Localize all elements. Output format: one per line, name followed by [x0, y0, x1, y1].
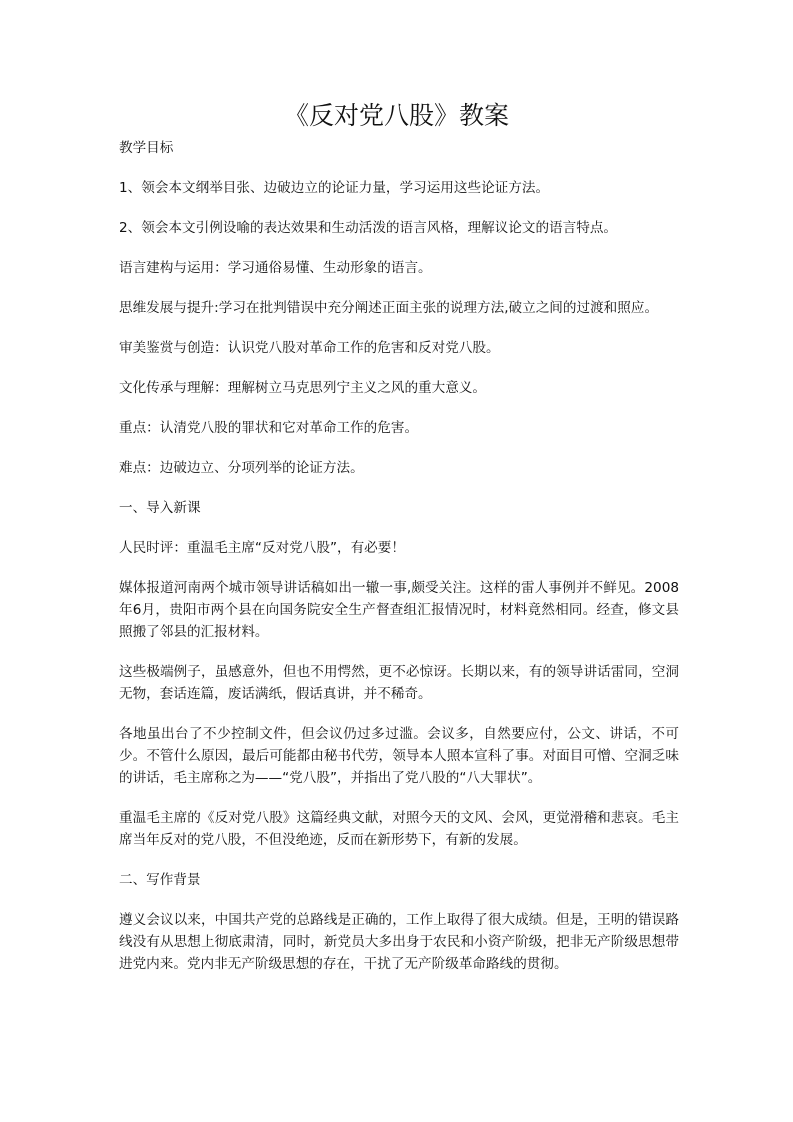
paragraph-gap: [119, 891, 679, 909]
paragraph-culture: 文化传承与理解：理解树立马克思列宁主义之风的重大意义。: [119, 380, 487, 396]
paragraph-gap: [119, 199, 679, 217]
paragraph-objective-1: 1、领会本文纲举目张、边破边立的论证力量，学习运用这些论证方法。: [119, 180, 550, 196]
section-heading-intro: 一、导入新课: [119, 500, 201, 516]
paragraph-key-point: 重点：认清党八股的罪状和它对革命工作的危害。: [119, 420, 419, 436]
paragraph-gap: [119, 851, 679, 869]
paragraph-gap: [119, 159, 679, 177]
paragraph-gap: [119, 319, 679, 337]
section-heading-background: 二、写作背景: [119, 872, 201, 888]
paragraph-gap: [119, 279, 679, 297]
paragraph-gap: [119, 359, 679, 377]
paragraph-gap: [119, 239, 679, 257]
document-title: 《反对党八股》教案: [283, 101, 509, 130]
paragraph-aesthetic: 审美鉴赏与创造：认识党八股对革命工作的危害和反对党八股。: [119, 340, 500, 356]
paragraph-gap: [119, 399, 679, 417]
paragraph-gap: [119, 643, 679, 661]
paragraph-gap: [119, 705, 679, 723]
paragraph-language: 语言建构与运用：学习通俗易懂、生动形象的语言。: [119, 260, 432, 276]
paragraph-gap: [119, 479, 679, 497]
paragraph-gap: [119, 519, 679, 537]
paragraph-meetings: 各地虽出台了不少控制文件，但会议仍过多过滥。会议多，自然要应付，公文、讲话，不可少。不管什么原因，最后可能都由秘书代劳，领导本人照本宣科了事。对面目可憎、空洞乏味的讲话，毛主席称之为——“党八股”，并指出了党八股的“八大罪状”。: [119, 726, 679, 786]
paragraph-gap: [119, 559, 679, 577]
paragraph-gap: [119, 789, 679, 807]
paragraph-objectives-heading: 教学目标: [119, 140, 174, 156]
paragraph-difficulty: 难点：边破边立、分项列举的论证方法。: [119, 460, 364, 476]
document-body: [119, 137, 679, 975]
paragraph-thinking: 思维发展与提升:学习在批判错误中充分阐述正面主张的说理方法,破立之间的过渡和照应。: [119, 300, 659, 316]
paragraph-gap: [119, 439, 679, 457]
paragraph-background: 遵义会议以来，中国共产党的总路线是正确的，工作上取得了很大成绩。但是，王明的错误路线没有从思想上彻底肃清，同时，新党员大多出身于农民和小资产阶级，把非无产阶级思想带进党内来。党内非无产阶级思想的存在，干扰了无产阶级革命路线的贯彻。: [119, 912, 679, 972]
paragraph-objective-2: 2、领会本文引例设喻的表达效果和生动活泼的语言风格，理解议论文的语言特点。: [119, 220, 618, 236]
paragraph-media-report: 媒体报道河南两个城市领导讲话稿如出一辙一事,颇受关注。这样的雷人事例并不鲜见。2008年6月，贵阳市两个县在向国务院安全生产督查组汇报情况时，材料竟然相同。经查，修文县照搬了邻县的汇报材料。: [119, 580, 679, 640]
paragraph-commentary-title: 人民时评：重温毛主席“反对党八股”，有必要！: [119, 540, 405, 556]
paragraph-extreme-examples: 这些极端例子，虽感意外，但也不用愕然，更不必惊讶。长期以来，有的领导讲话雷同，空洞无物，套话连篇，废话满纸，假话真讲，并不稀奇。: [119, 664, 679, 702]
paragraph-revisit: 重温毛主席的《反对党八股》这篇经典文献，对照今天的文风、会风，更觉滑稽和悲哀。毛主席当年反对的党八股，不但没绝迹，反而在新形势下，有新的发展。: [119, 810, 679, 848]
